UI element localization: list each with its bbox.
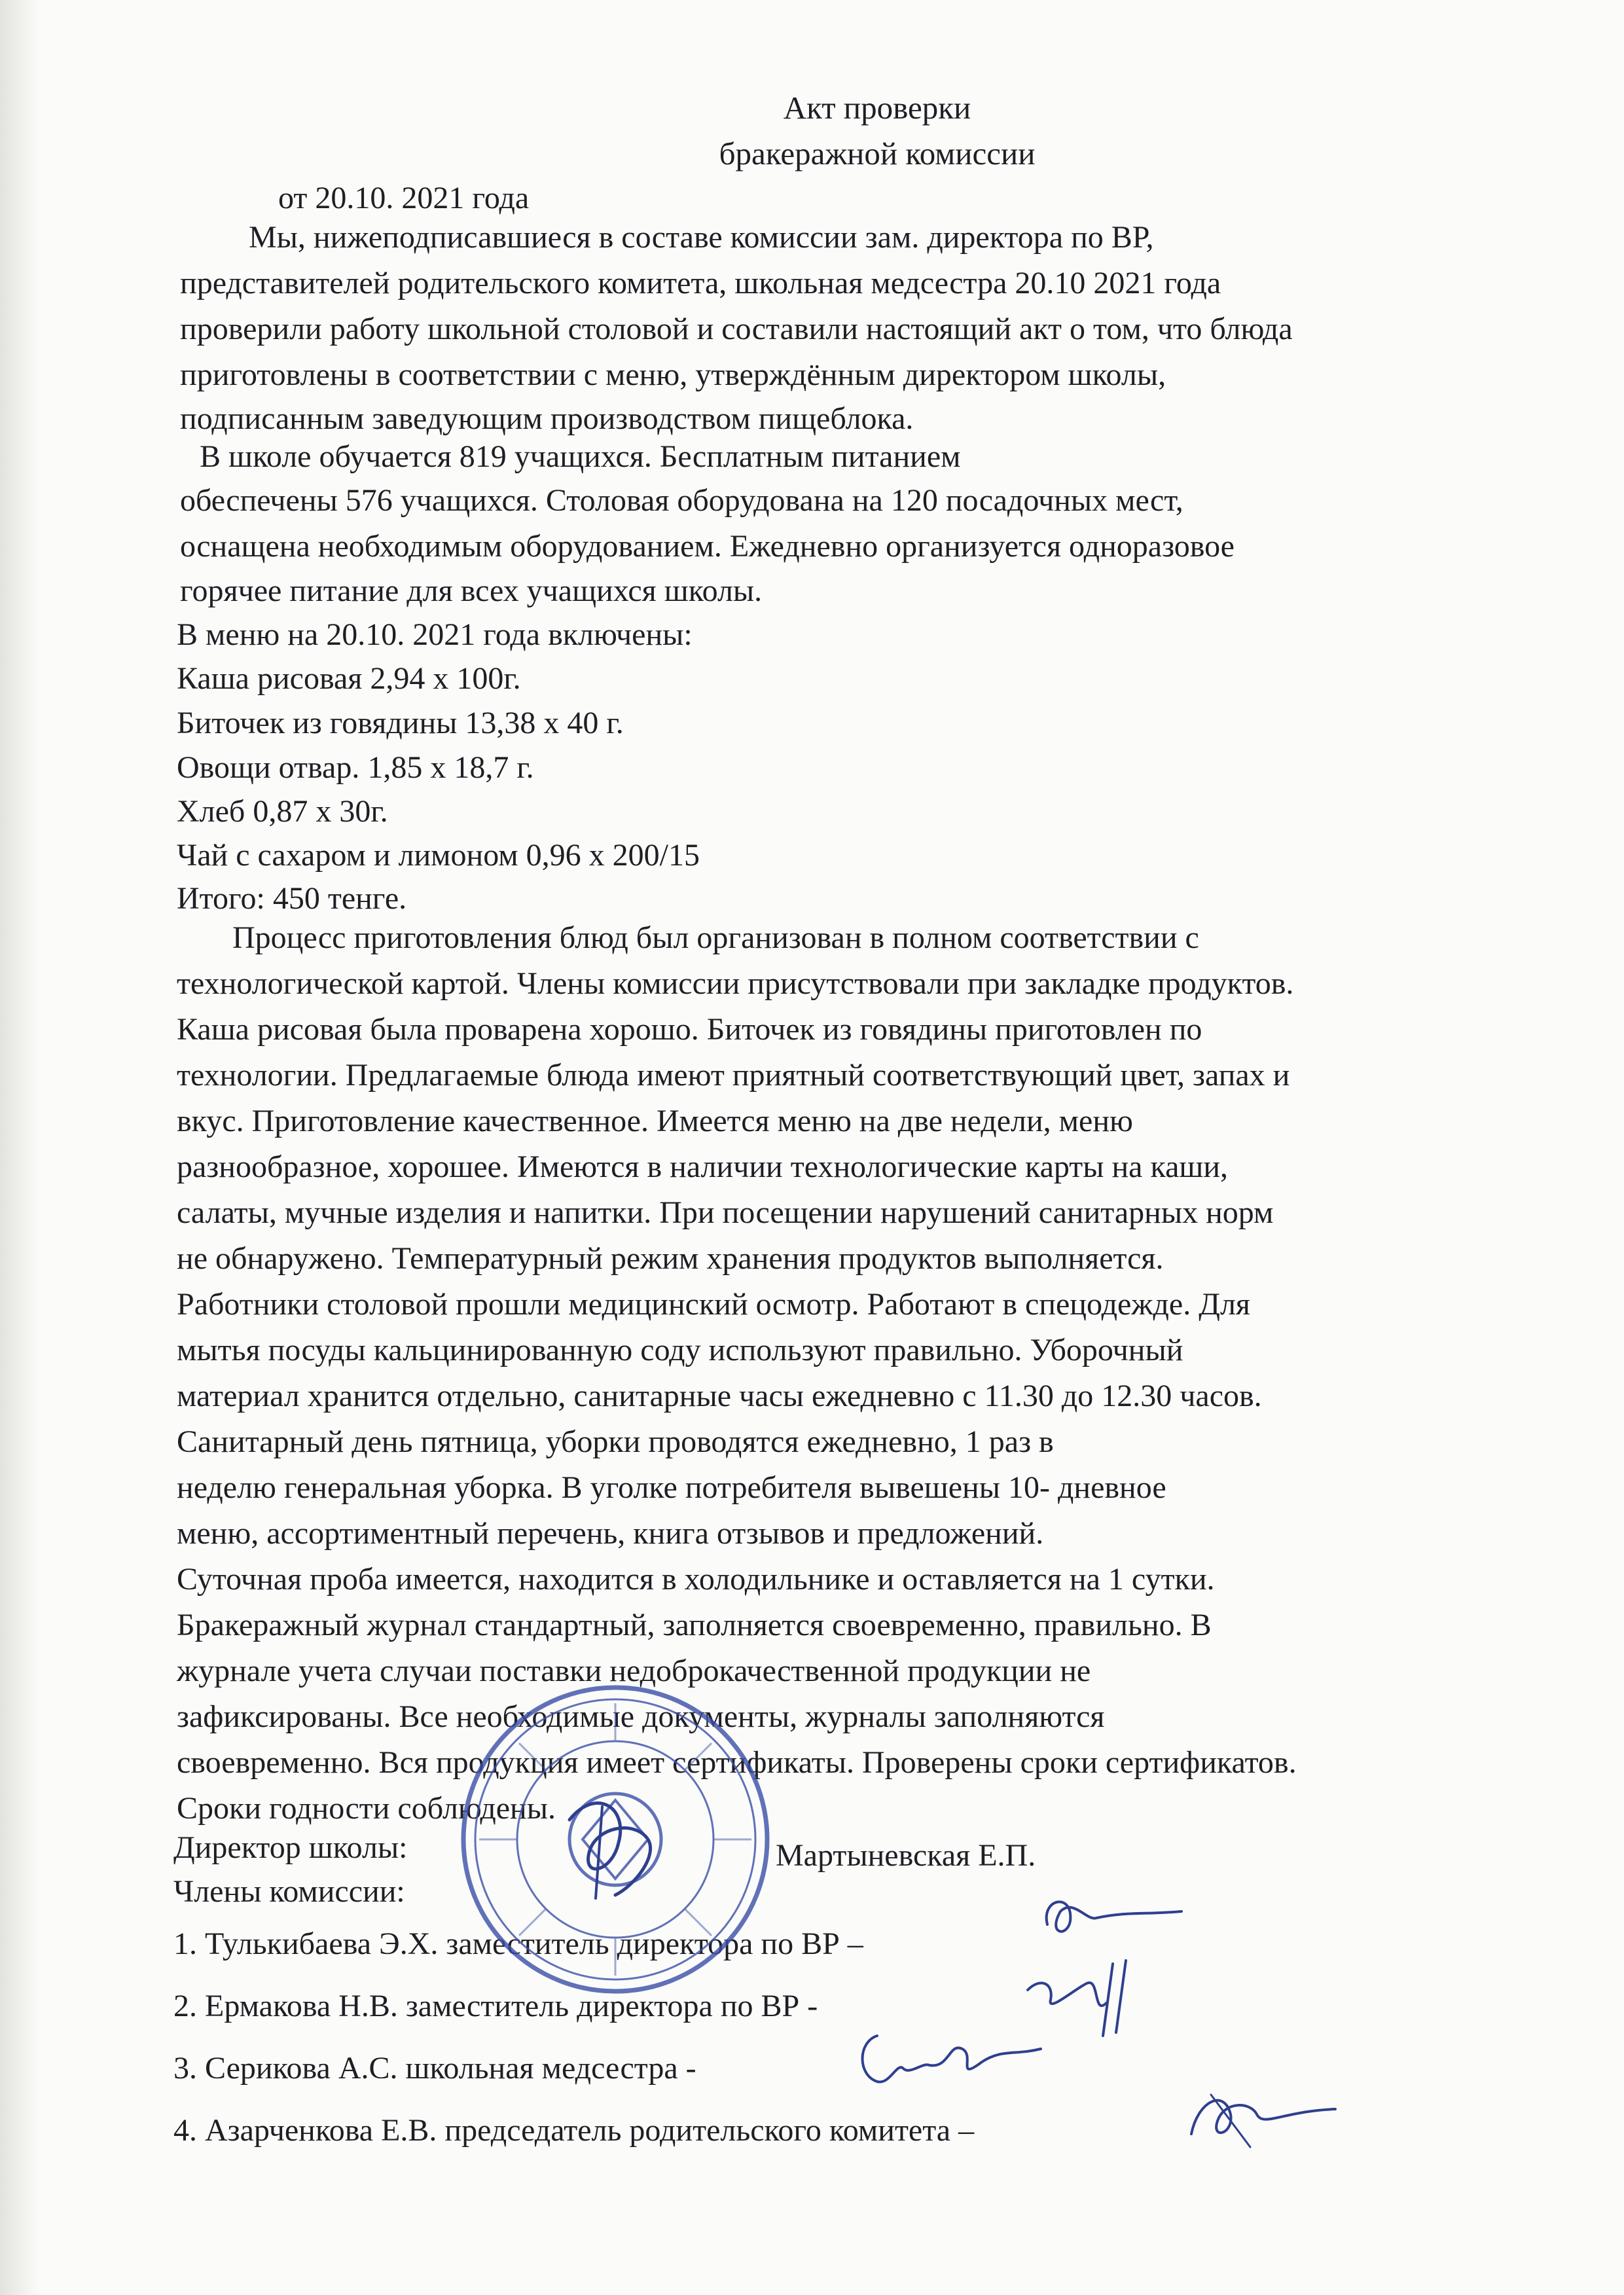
- menu-intro: В меню на 20.10. 2021 года включены:: [177, 617, 693, 652]
- paragraph3-line: разнообразное, хорошее. Имеются в наличии технологические карты на каши,: [177, 1149, 1229, 1184]
- paragraph2-line: В школе обучается 819 учащихся. Бесплатным питанием: [200, 439, 961, 474]
- date-line: от 20.10. 2021 года: [278, 181, 530, 215]
- paragraph1-line: Мы, нижеподписавшиеся в составе комиссии зам. директора по ВР,: [249, 220, 1154, 255]
- paragraph1-line: подписанным заведующим производством пищеблока.: [180, 401, 914, 436]
- title-line-1: Акт проверки: [783, 90, 971, 126]
- paragraph3-line: своевременно. Вся продукция имеет сертификаты. Проверены сроки сертификатов.: [177, 1745, 1297, 1780]
- paragraph3-line: не обнаружено. Температурный режим хранения продуктов выполняется.: [177, 1241, 1164, 1276]
- member-2: 2. Ермакова Н.В. заместитель директора по ВР -: [173, 1989, 818, 2023]
- members-label: Члены комиссии:: [173, 1874, 405, 1909]
- paragraph1-line: проверили работу школьной столовой и составили настоящий акт о том, что блюда: [180, 312, 1293, 346]
- paragraph3-line: Процесс приготовления блюд был организован в полном соответствии с: [232, 920, 1199, 955]
- paragraph1-line: представителей родительского комитета, школьная медсестра 20.10 2021 года: [180, 266, 1221, 300]
- member-4-signature: [1172, 2075, 1342, 2160]
- paragraph3-line: технологии. Предлагаемые блюда имеют приятный соответствующий цвет, запах и: [177, 1058, 1290, 1093]
- paragraph3-line: Сроки годности соблюдены.: [177, 1791, 556, 1826]
- scan-edge-shadow: [0, 0, 39, 2295]
- paragraph3-line: зафиксированы. Все необходимые документы, журналы заполняются: [177, 1699, 1105, 1734]
- menu-item: Каша рисовая 2,94 х 100г.: [177, 661, 521, 696]
- member-1: 1. Тулькибаева Э.Х. заместитель директора по ВР –: [173, 1926, 863, 1961]
- member-4: 4. Азарченкова Е.В. председатель родительского комитета –: [173, 2113, 975, 2148]
- director-name: Мартыневская Е.П.: [776, 1838, 1036, 1873]
- paragraph3-line: мытья посуды кальцинированную соду используют правильно. Уборочный: [177, 1333, 1183, 1367]
- menu-item: Овощи отвар. 1,85 х 18,7 г.: [177, 750, 534, 785]
- paragraph3-line: неделю генеральная уборка. В уголке потребителя вывешены 10- дневное: [177, 1470, 1166, 1505]
- paragraph3-line: Бракеражный журнал стандартный, заполняется своевременно, правильно. В: [177, 1608, 1212, 1642]
- menu-item: Хлеб 0,87 х 30г.: [177, 794, 388, 829]
- paragraph1-line: приготовлены в соответствии с меню, утверждённым директором школы,: [180, 357, 1166, 392]
- menu-item: Биточек из говядины 13,38 х 40 г.: [177, 706, 624, 740]
- paragraph3-line: журнале учета случаи поставки недоброкачественной продукции не: [177, 1653, 1091, 1688]
- menu-total: Итого: 450 тенге.: [177, 881, 407, 916]
- paragraph3-line: Работники столовой прошли медицинский осмотр. Работают в спецодежде. Для: [177, 1287, 1250, 1322]
- menu-item: Чай с сахаром и лимоном 0,96 х 200/15: [177, 838, 700, 873]
- paragraph3-line: технологической картой. Члены комиссии присутствовали при закладке продуктов.: [177, 966, 1294, 1001]
- paragraph2-line: обеспечены 576 учащихся. Столовая оборудована на 120 посадочных мест,: [180, 483, 1183, 518]
- paragraph3-line: меню, ассортиментный перечень, книга отзывов и предложений.: [177, 1516, 1044, 1551]
- paragraph3-line: Суточная проба имеется, находится в холодильнике и оставляется на 1 сутки.: [177, 1562, 1215, 1597]
- paragraph3-line: Санитарный день пятница, уборки проводятся ежедневно, 1 раз в: [177, 1424, 1054, 1459]
- member-3-signature: [851, 2010, 1047, 2101]
- paragraph3-line: материал хранится отдельно, санитарные часы ежедневно с 11.30 до 12.30 часов.: [177, 1379, 1262, 1413]
- member-3: 3. Серикова А.С. школьная медсестра -: [173, 2051, 696, 2086]
- title-line-2: бракеражной комиссии: [719, 136, 1036, 172]
- paragraph3-line: вкус. Приготовление качественное. Имеется меню на две недели, меню: [177, 1104, 1133, 1138]
- director-signature: [556, 1780, 674, 1905]
- paragraph2-line: горячее питание для всех учащихся школы.: [180, 573, 763, 608]
- paragraph3-line: Каша рисовая была проварена хорошо. Биточек из говядины приготовлен по: [177, 1012, 1202, 1047]
- paragraph3-line: салаты, мучные изделия и напитки. При посещении нарушений санитарных норм: [177, 1195, 1274, 1230]
- paragraph2-line: оснащена необходимым оборудованием. Ежедневно организуется одноразовое: [180, 529, 1235, 564]
- member-1-signature: [1034, 1885, 1191, 1951]
- director-label: Директор школы:: [173, 1830, 408, 1865]
